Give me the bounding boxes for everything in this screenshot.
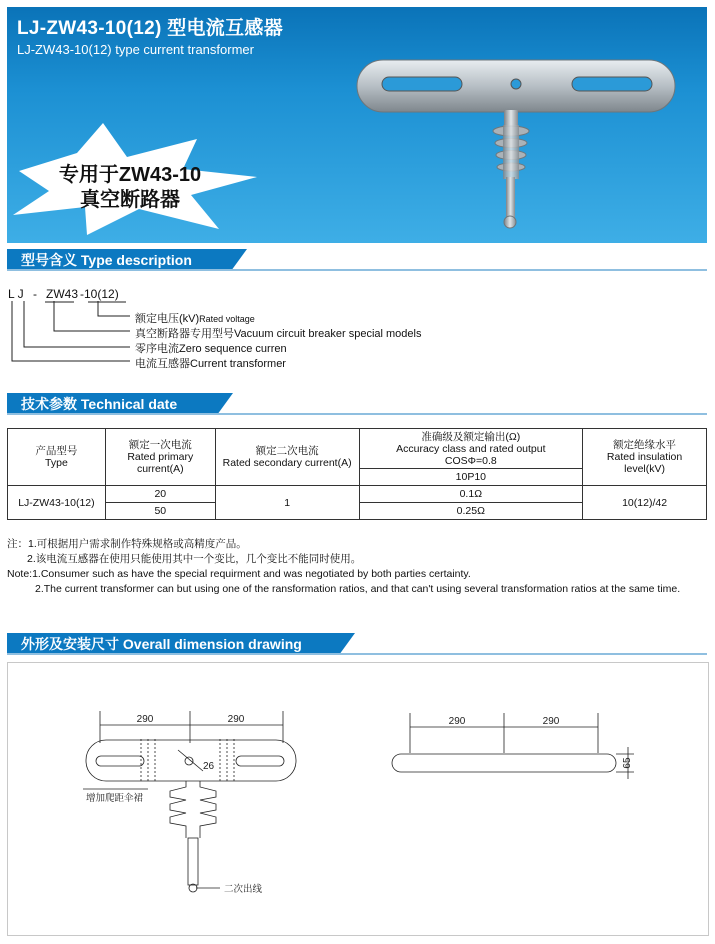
- td-model: LJ-ZW43-10(12): [8, 486, 106, 520]
- th-primary: 额定一次电流 Rated primary current(A): [105, 429, 215, 486]
- dim-front-right: 290: [227, 714, 245, 725]
- label-secondary-lead: 二次出线: [224, 884, 263, 895]
- th-accuracy-class: 10P10: [359, 469, 583, 486]
- td-secondary: 1: [215, 486, 359, 520]
- section-type-description: 型号含义 Type description: [7, 249, 707, 271]
- td-output: 0.1Ω: [359, 486, 583, 503]
- hero-banner: [7, 7, 707, 243]
- dim-side-right: 290: [542, 716, 560, 727]
- code-rating: -10(12): [80, 287, 119, 301]
- td-primary: 50: [105, 503, 215, 520]
- th-insulation: 额定绝缘水平 Rated insulation level(kV): [583, 429, 707, 486]
- note-en-2: 2.The current transformer can but using one of the ransformation ratios, and that can't using several transformation ratios at the same time.: [35, 583, 681, 595]
- notes-block: [7, 537, 715, 597]
- label-rated-voltage: 额定电压(kV)Rated voltage: [135, 313, 255, 325]
- th-model: 产品型号 Type: [8, 429, 106, 486]
- label-zero-sequence: 零序电流Zero sequence curren: [135, 343, 287, 355]
- note-en-1: Note:1.Consumer such as have the special requirment and was negotiated by both parties certainty.: [7, 568, 471, 580]
- td-output: 0.25Ω: [359, 503, 583, 520]
- table-row: [8, 486, 707, 503]
- product-title: LJ-ZW43-10(12) 型电流互感器: [17, 18, 284, 39]
- product-photo: [352, 55, 682, 243]
- code-dash: -: [33, 287, 37, 301]
- dim-hole-diameter: 26: [203, 761, 215, 772]
- code-zw43: ZW43: [46, 287, 79, 301]
- dim-thickness: 65: [622, 757, 633, 769]
- dimension-drawing: [8, 663, 708, 935]
- table-header-row: [8, 429, 707, 469]
- dim-side-left: 290: [448, 716, 466, 727]
- td-insulation: 10(12)/42: [583, 486, 707, 520]
- type-description-diagram: [8, 287, 528, 372]
- dim-front-left: 290: [136, 714, 154, 725]
- label-breaker-model: 真空断路器专用型号Vacuum circuit breaker special models: [135, 328, 422, 340]
- starburst-label: 专用于ZW43-10 真空断路器: [58, 164, 202, 211]
- td-primary: 20: [105, 486, 215, 503]
- note-cn-2: 2.该电流互感器在使用只能使用其中一个变比，几个变比不能同时使用。: [27, 553, 362, 565]
- th-secondary: 额定二次电流 Rated secondary current(A): [215, 429, 359, 486]
- section-dimension-drawing: 外形及安装尺寸 Overall dimension drawing: [7, 633, 707, 655]
- label-extra-shed: 增加爬距伞裙: [86, 793, 144, 804]
- label-current-transformer: 电流互感器Current transformer: [135, 358, 286, 370]
- th-accuracy: 准确级及额定输出(Ω) Accuracy class and rated output COSΦ=0.8: [359, 429, 583, 469]
- section-technical-data: 技术参数 Technical date: [7, 393, 707, 415]
- note-cn-1: 注：1.可根据用户需求制作特殊规格或高精度产品。: [7, 538, 247, 550]
- spec-table: [7, 428, 707, 520]
- bracket-lines: [8, 287, 138, 372]
- dimension-drawing-panel: [7, 662, 709, 936]
- product-subtitle: LJ-ZW43-10(12) type current transformer: [17, 42, 254, 57]
- code-lj: L J: [8, 287, 24, 301]
